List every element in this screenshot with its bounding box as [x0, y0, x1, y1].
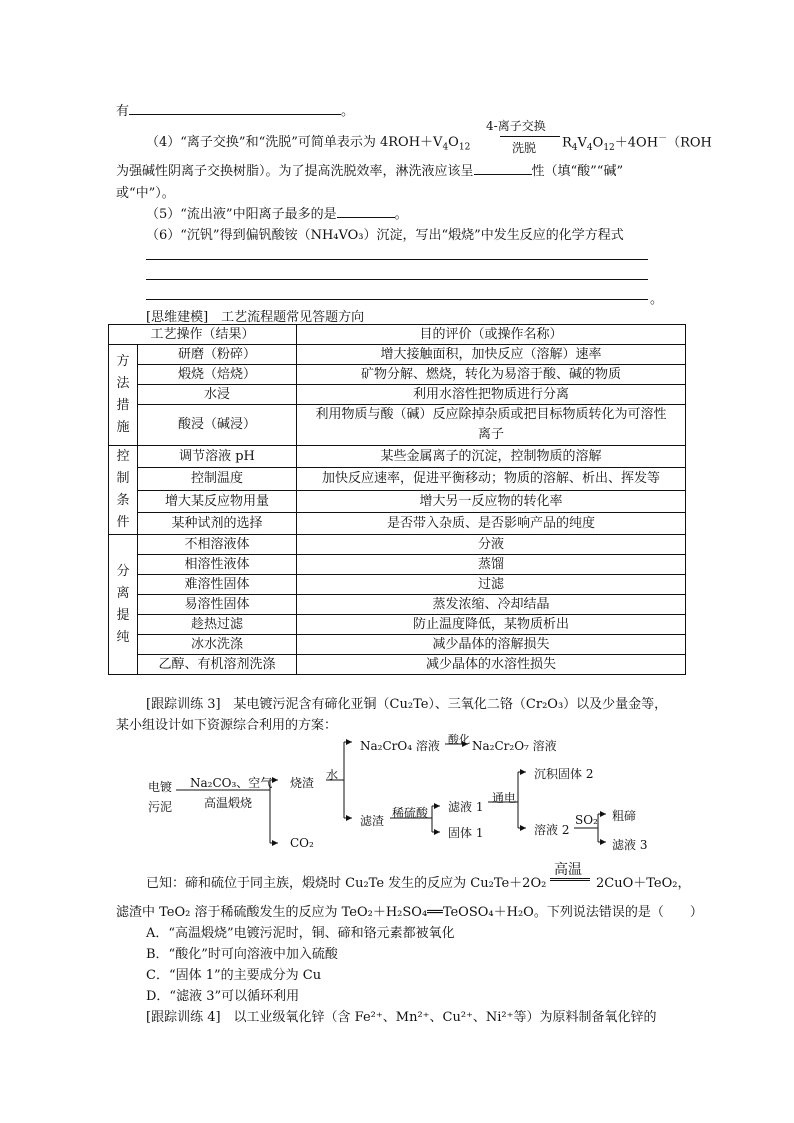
op-cell: 冰水洗涤 — [138, 635, 297, 655]
flow-slag: 烧渣 — [290, 776, 315, 790]
goal-cell: 加快反应速率，促进平衡移动；物质的溶解、析出、挥发等 — [297, 468, 686, 490]
flow-reagent-top: Na₂CO₃、空气 — [190, 776, 273, 790]
table-row — [109, 345, 686, 365]
tr3-known1: 已知：碲和硫位于同主族，煅烧时 Cu₂Te 发生的反应为 Cu₂Te＋2O₂ — [146, 876, 547, 891]
op-cell: 控制温度 — [138, 468, 297, 490]
op-cell: 研磨（粉碎） — [138, 345, 297, 365]
q4-line1-right: $R_4V_4O_{12}+4OH^-(ROH$ — [562, 134, 712, 153]
goal-cell: 利用水溶性把物质进行分离 — [297, 385, 686, 405]
goal-cell: 增大另一反应物的转化率 — [297, 490, 686, 512]
option-c[interactable]: C．“固体 1”的主要成分为 Cu — [146, 968, 322, 983]
option-a[interactable]: A．“高温煅烧”电镀污泥时，铜、碲和铬元素都被氧化 — [146, 926, 455, 941]
table-row — [109, 385, 686, 405]
option-d[interactable]: D．“滤液 3”可以循环利用 — [146, 989, 300, 1004]
goal-cell: 利用物质与酸（碱）反应除掉杂质或把目标物质转化为可溶性 离子 — [297, 405, 686, 446]
goal-cell: 减少晶体的溶解损失 — [297, 635, 686, 655]
op-cell: 水浸 — [138, 385, 297, 405]
option-b[interactable]: B．“酸化”时可向溶液中加入硫酸 — [146, 947, 338, 962]
tr3-line1: [跟踪训练 3] 某电镀污泥含有碲化亚铜（Cu₂Te）、三氧化二铬（Cr₂O₃）以及少量金等， — [146, 697, 668, 712]
op-cell: 不相溶液体 — [138, 535, 297, 555]
q4-line1: （4）“离子交换”和“洗脱”可简单表示为 $4ROH+V_4O_{12}$ — [146, 135, 471, 153]
q4-arrow-top: 4-离子交换 — [486, 119, 546, 133]
table-title: [思维建模] 工艺流程题常见答题方向 — [146, 310, 365, 325]
q4-line3: 或“中”）。 — [116, 186, 175, 201]
flow-na2cr2o7: Na₂Cr₂O₇ 溶液 — [472, 739, 557, 753]
table-header-row — [109, 325, 686, 345]
table-row — [109, 575, 686, 595]
flow-filtrate1: 滤液 1 — [448, 800, 484, 814]
header-goal: 目的评价（或操作名称） — [297, 325, 686, 345]
op-cell: 趁热过滤 — [138, 615, 297, 635]
answer-blank[interactable] — [474, 162, 532, 175]
reaction-condition: 高温 — [554, 862, 582, 878]
table-row — [109, 635, 686, 655]
goal-cell: 增大接触面积，加快反应（溶解）速率 — [297, 345, 686, 365]
flow-solution2: 溶液 2 — [534, 823, 570, 837]
op-cell: 易溶性固体 — [138, 595, 297, 615]
table-row — [109, 555, 686, 575]
flow-residue: 滤渣 — [360, 814, 385, 828]
reaction-equals — [550, 878, 590, 881]
goal-cell: 矿物分解、燃烧，转化为易溶于酸、碱的物质 — [297, 365, 686, 385]
table-row — [109, 365, 686, 385]
flow-na2cro4: Na₂CrO₄ 溶液 — [360, 739, 440, 753]
goal-cell: 减少晶体的水溶性损失 — [297, 655, 686, 675]
op-cell: 相溶性液体 — [138, 555, 297, 575]
flow-filtrate3: 滤液 3 — [612, 838, 648, 852]
tr3-known1-end: 2CuO＋TeO₂， — [596, 876, 691, 891]
op-cell: 煅烧（焙烧） — [138, 365, 297, 385]
flow-reagent-bottom: 高温煅烧 — [204, 796, 253, 810]
op-cell: 乙醇、有机溶剂洗涤 — [138, 655, 297, 675]
goal-cell: 防止温度降低，某物质析出 — [297, 615, 686, 635]
goal-cell: 蒸馏 — [297, 555, 686, 575]
category-method: 方 法 措 施 — [109, 345, 138, 446]
q5-line: （5）“流出液”中阳离子最多的是 。 — [146, 207, 408, 222]
flow-co2: CO₂ — [290, 836, 314, 850]
op-cell: 调节溶液 pH — [138, 446, 297, 468]
flow-electrolysis: 通电 — [492, 791, 517, 805]
tr4-line1: [跟踪训练 4] 以工业级氧化锌（含 Fe²⁺、Mn²⁺、Cu²⁺、Ni²⁺等）为原料制备氧化锌的 — [146, 1010, 657, 1025]
table-row — [109, 446, 686, 468]
goal-cell: 分液 — [297, 535, 686, 555]
table-row — [109, 615, 686, 635]
q4-line2: 为强碱性阴离子交换树脂）。为了提高洗脱效率，淋洗液应该呈 性（填“酸”“碱” — [116, 164, 624, 179]
q-line0 — [116, 100, 354, 119]
flow-sludge-2: 污泥 — [148, 800, 173, 814]
process-table — [108, 324, 686, 675]
table-row — [109, 405, 686, 446]
flow-water: 水 — [326, 768, 339, 782]
q4-arrow-bottom: 洗脱 — [512, 141, 537, 155]
answer-blank[interactable] — [337, 205, 395, 218]
goal-cell: 某些金属离子的沉淀，控制物质的溶解 — [297, 446, 686, 468]
answer-blank[interactable] — [129, 102, 341, 115]
answer-line-3[interactable] — [146, 299, 648, 300]
flow-sludge-1: 电镀 — [148, 780, 173, 794]
answer-line-2[interactable] — [146, 279, 648, 280]
goal-cell: 蒸发浓缩、冷却结晶 — [297, 595, 686, 615]
category-separation: 分 离 提 纯 — [109, 535, 138, 675]
flow-acidify: 酸化 — [448, 733, 470, 746]
table-row — [109, 490, 686, 512]
flow-solid1: 固体 1 — [448, 826, 484, 840]
op-cell: 某种试剂的选择 — [138, 512, 297, 534]
line0-prefix: 有 — [116, 104, 130, 119]
table-row — [109, 655, 686, 675]
op-cell: 酸浸（碱浸） — [138, 405, 297, 446]
goal-cell: 过滤 — [297, 575, 686, 595]
flow-sediment2: 沉积固体 2 — [534, 767, 594, 781]
flow-so2: SO₂ — [575, 813, 598, 827]
q4-arrow — [500, 136, 560, 137]
tr3-line2: 某小组设计如下资源综合利用的方案： — [116, 718, 338, 733]
q6-end: 。 — [650, 292, 664, 307]
q6-line: （6）“沉钒”得到偏钒酸铵（NH₄VO₃）沉淀，写出“煅烧”中发生反应的化学方程式 — [146, 228, 624, 243]
table-row — [109, 512, 686, 534]
table-row — [109, 468, 686, 490]
line0-end: 。 — [341, 104, 355, 119]
category-control: 控 制 条 件 — [109, 446, 138, 535]
op-cell: 难溶性固体 — [138, 575, 297, 595]
table-row — [109, 535, 686, 555]
goal-cell: 是否带入杂质、是否影响产品的纯度 — [297, 512, 686, 534]
flow-crude-te: 粗碲 — [612, 809, 637, 823]
flow-dilute-acid: 稀硫酸 — [392, 806, 429, 820]
op-cell: 增大某反应物用量 — [138, 490, 297, 512]
answer-line-1[interactable] — [146, 259, 648, 260]
header-op: 工艺操作（结果） — [109, 325, 297, 345]
table-row — [109, 595, 686, 615]
tr3-known2: 滤渣中 TeO₂ 溶于稀硫酸发生的反应为 TeO₂＋H₂SO₄══TeOSO₄＋H₂O。下列说法错误的是（ ） — [116, 905, 703, 920]
